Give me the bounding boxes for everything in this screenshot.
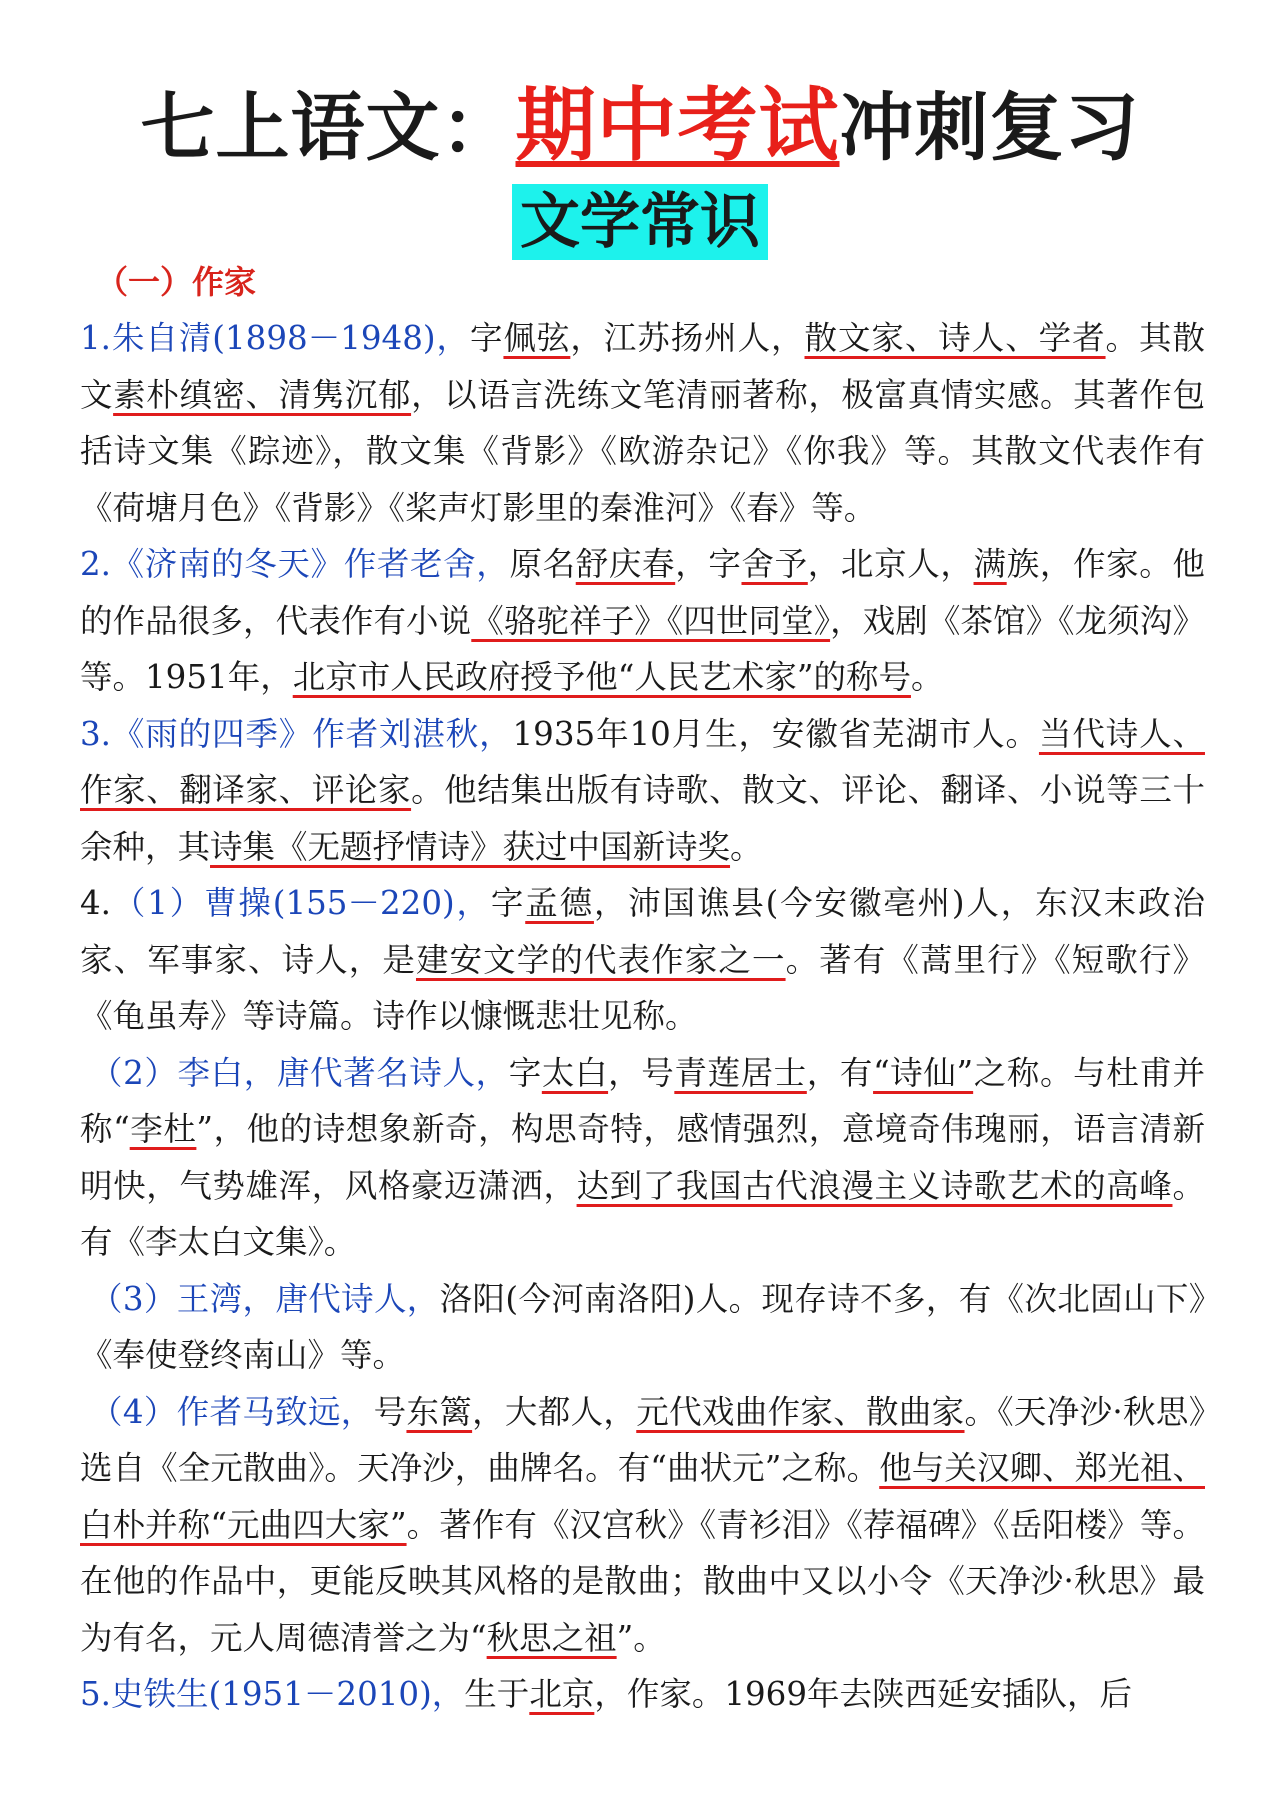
- paragraph: [80, 1666, 1205, 1723]
- title-prefix: 七上语文：: [140, 85, 516, 171]
- body-text: ”，他的诗想象新奇，构思奇特，感情强烈，意境奇伟瑰丽，语言清新明快，气势雄浑，风格豪迈潇洒，: [80, 1110, 1205, 1205]
- subtitle-wrap: [0, 184, 1280, 260]
- underlined-text: 北京: [529, 1675, 595, 1713]
- underlined-text: 元代戏曲作家、散曲家: [636, 1392, 965, 1431]
- underlined-text: “诗仙”: [873, 1053, 974, 1092]
- entry-heading: （2）李白，唐代著名诗人，: [90, 1053, 509, 1092]
- underlined-text: 孟德: [525, 884, 594, 922]
- body-text: 字: [508, 1053, 542, 1092]
- body-text: ”。: [616, 1618, 666, 1657]
- body-text: 号: [373, 1392, 407, 1431]
- body-text: ，大都人，: [472, 1392, 637, 1431]
- title-suffix: 冲刺复习: [839, 85, 1140, 171]
- title-highlight: 期中考试: [515, 79, 840, 172]
- body-text: ，江苏扬州人，: [570, 319, 805, 357]
- body-text: ，字: [675, 545, 742, 583]
- page-title: [0, 78, 1280, 176]
- paragraph: [80, 310, 1205, 536]
- content-body: [80, 310, 1205, 1723]
- body-text: 。有《李太白文集》。: [80, 1166, 1205, 1261]
- paragraph: [80, 706, 1205, 876]
- underlined-text: 素朴缜密、清隽沉郁: [113, 375, 412, 414]
- subtitle: 文学常识: [512, 184, 768, 260]
- body-text: 字: [490, 884, 526, 922]
- underlined-text: 东篱: [406, 1392, 473, 1431]
- body-text: 。: [730, 827, 763, 866]
- body-text: 族，作家。他的作品很多，代表作有小说: [80, 545, 1205, 640]
- body-text: ，作家。1969年去陕西延安插队，后: [594, 1675, 1133, 1713]
- paragraph: [80, 1384, 1205, 1667]
- body-text: 生于: [464, 1675, 530, 1713]
- body-text: ，北京人，: [807, 545, 974, 583]
- underlined-text: 他与关汉卿、郑光祖、白朴并称“元曲四大家”: [80, 1449, 1205, 1544]
- body-text: ，戏剧《茶馆》《龙须沟》等。1951年，: [80, 601, 1205, 696]
- underlined-text: 达到了我国古代浪漫主义诗歌艺术的高峰: [576, 1166, 1173, 1205]
- entry-heading: （4）作者马致远，: [90, 1392, 374, 1431]
- paragraph: [80, 1271, 1205, 1384]
- body-text: 。著有《蒿里行》《短歌行》《龟虽寿》等诗篇。诗作以慷慨悲壮见称。: [80, 940, 1205, 1035]
- paragraph: [80, 1045, 1205, 1271]
- body-text: 字: [469, 319, 504, 357]
- body-text: 。: [910, 658, 944, 696]
- body-text: ，以语言洗练文笔清丽著称，极富真情实感。其著作包括诗文集《踪迹》，散文集《背影》《欧游杂记》《你我》等。其散文代表作有《荷塘月色》《背影》《桨声灯影里的秦淮河》《春》等。: [80, 375, 1205, 527]
- underlined-text: 舒庆春: [575, 545, 676, 583]
- section-heading: （一）作家: [96, 263, 257, 301]
- underlined-text: 佩弦: [503, 319, 571, 357]
- entry-heading: （3）王湾，唐代诗人，: [90, 1279, 440, 1318]
- paragraph: [80, 875, 1205, 1045]
- body-text: 4.: [80, 884, 112, 922]
- underlined-text: 李杜: [129, 1110, 197, 1148]
- underlined-text: 满: [973, 545, 1007, 583]
- paragraph: [80, 536, 1205, 706]
- underlined-text: 青莲居士: [674, 1053, 807, 1092]
- underlined-text: 诗集《无题抒情诗》获过中国新诗奖: [210, 827, 731, 866]
- underlined-text: 当代诗人、作家、翻译家、评论家: [80, 714, 1205, 809]
- entry-heading: 1.朱自清(1898－1948)，: [80, 319, 470, 357]
- body-text: ，有: [806, 1053, 874, 1092]
- body-text: 1935年10月生，安徽省芜湖市人。: [512, 714, 1039, 753]
- entry-heading: 2.《济南的冬天》作者老舍，: [80, 545, 510, 583]
- underlined-text: 太白: [541, 1053, 609, 1092]
- body-text: 。《天净沙·秋思》选自《全元散曲》。天净沙，曲牌名。有“曲状元”之称。: [80, 1392, 1205, 1487]
- entry-heading: （1）曹操(155－220)，: [111, 884, 491, 922]
- body-text: 之称。与杜甫并称“: [80, 1053, 1205, 1148]
- body-text: 。其散文: [80, 319, 1205, 414]
- body-text: 。他结集出版有诗歌、散文、评论、翻译、小说等三十余种，其: [80, 771, 1205, 866]
- underlined-text: 北京市人民政府授予他“人民艺术家”的称号: [292, 658, 911, 696]
- underlined-text: 《骆驼祥子》《四世同堂》: [471, 601, 831, 640]
- body-text: 洛阳(今河南洛阳)人。现存诗不多，有《次北固山下》《奉使登终南山》等。: [80, 1279, 1205, 1374]
- body-text: ，沛国谯县(今安徽亳州)人，东汉末政治家、军事家、诗人，是: [80, 884, 1205, 979]
- body-text: ，号: [608, 1053, 675, 1092]
- underlined-text: 秋思之祖: [486, 1618, 617, 1657]
- underlined-text: 舍予: [741, 545, 808, 583]
- body-text: 原名: [509, 545, 576, 583]
- underlined-text: 建安文学的代表作家之一: [415, 940, 786, 979]
- body-text: 。著作有《汉宫秋》《青衫泪》《荐福碑》《岳阳楼》等。在他的作品中，更能反映其风格的是散曲；散曲中又以小令《天净沙·秋思》最为有名，元人周德清誉之为“: [80, 1505, 1205, 1657]
- underlined-text: 散文家、诗人、学者: [804, 319, 1106, 357]
- entry-heading: 3.《雨的四季》作者刘湛秋，: [80, 714, 513, 753]
- entry-heading: 5.史铁生(1951－2010)，: [80, 1675, 465, 1713]
